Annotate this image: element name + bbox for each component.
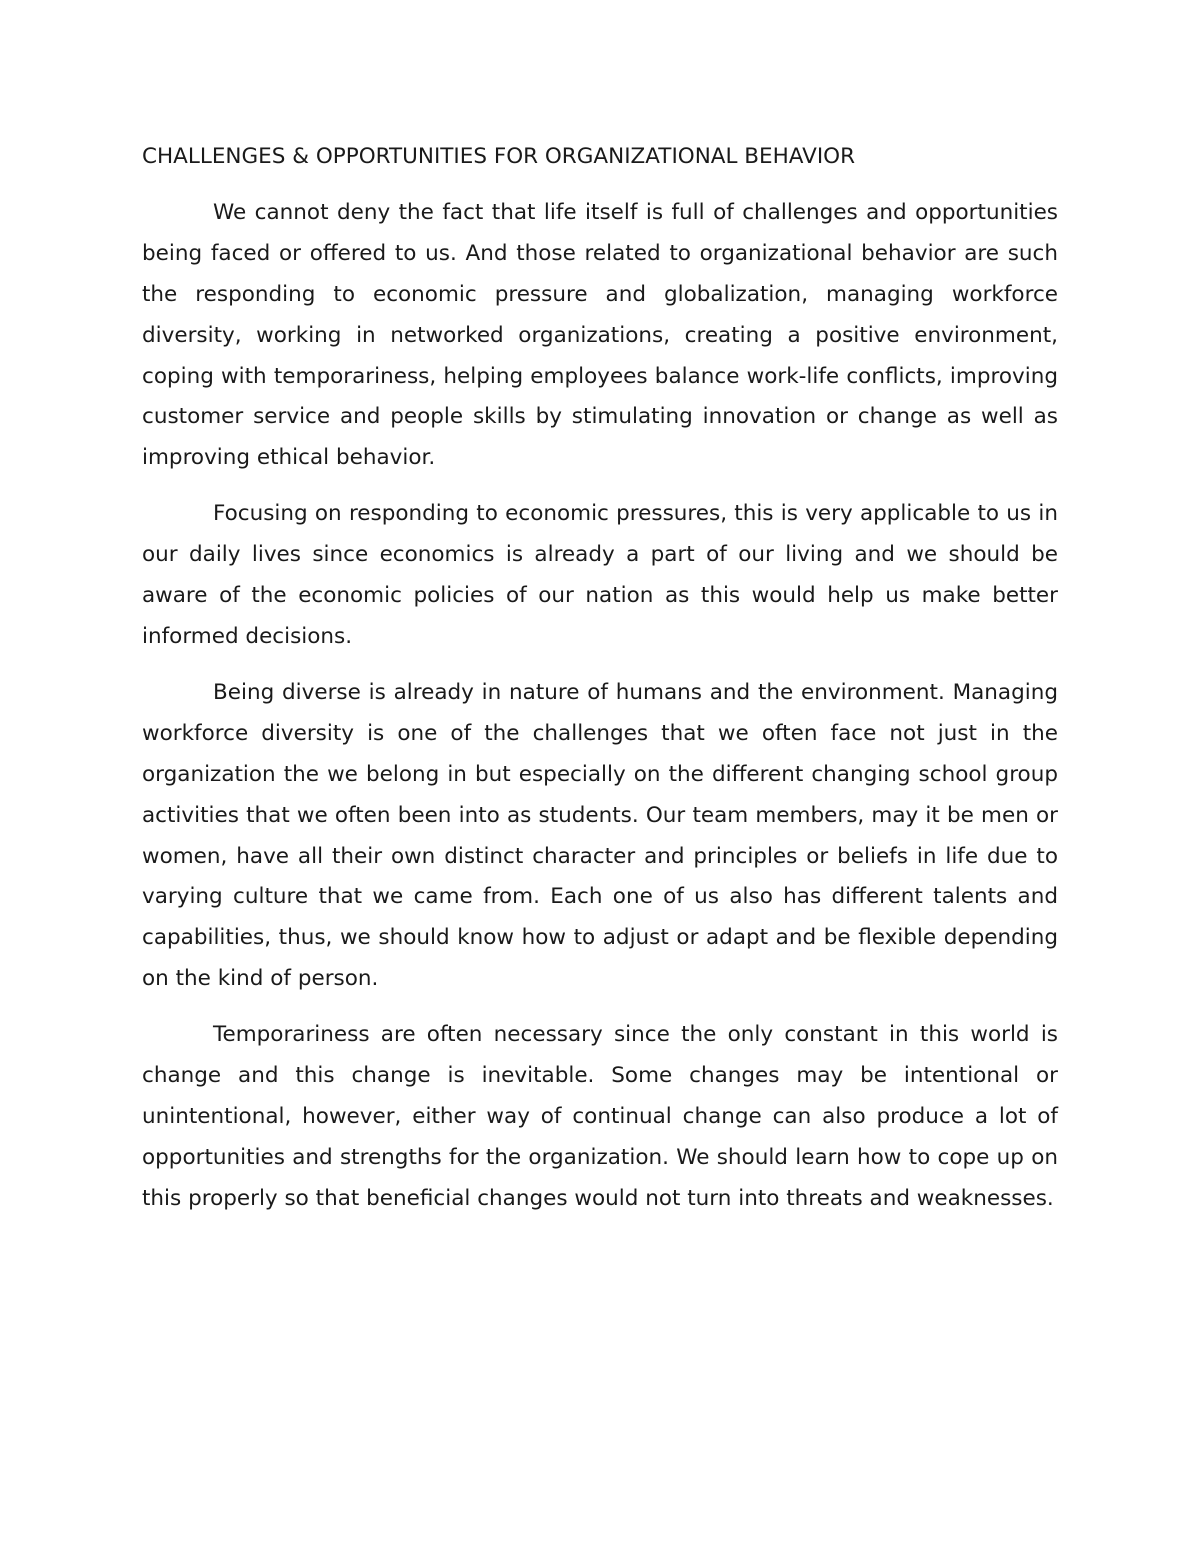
paragraph-economic-pressures: Focusing on responding to economic pressures, this is very applicable to us in our daily lives since economics is already a part of our living and we should be aware of the economic policies of our nation as this would help us make better informed decisions. — [142, 501, 1058, 649]
document-body — [142, 137, 1058, 1235]
paragraph-temporariness: Temporariness are often necessary since the only constant in this world is change and this change is inevitable. Some changes may be intentional or unintentional, however, either way of continual change can also produce a lot of opportunities and strengths for the organization. We should learn how to cope up on this properly so that beneficial changes would not turn into threats and weaknesses. — [142, 1022, 1058, 1211]
paragraph-intro: We cannot deny the fact that life itself is full of challenges and opportunities being faced or offered to us. And those related to organizational behavior are such the responding to economic pressure and globalization, managing workforce diversity, working in networked organizations, creating a positive environment, coping with temporariness, helping employees balance work-life conflicts, improving customer service and people skills by stimulating innovation or change as well as improving ethical behavior. — [142, 199, 1058, 471]
document-title: CHALLENGES & OPPORTUNITIES FOR ORGANIZATIONAL BEHAVIOR — [142, 144, 856, 169]
paragraph-workforce-diversity: Being diverse is already in nature of humans and the environment. Managing workforce diversity is one of the challenges that we often face not just in the organization the we belong in but especially on the different changing school group activities that we often been into as students. Our team members, may it be men or women, have all their own distinct character and principles or beliefs in life due to varying culture that we came from. Each one of us also has different talents and capabilities, thus, we should know how to adjust or adapt and be flexible depending on the kind of person. — [142, 679, 1058, 992]
